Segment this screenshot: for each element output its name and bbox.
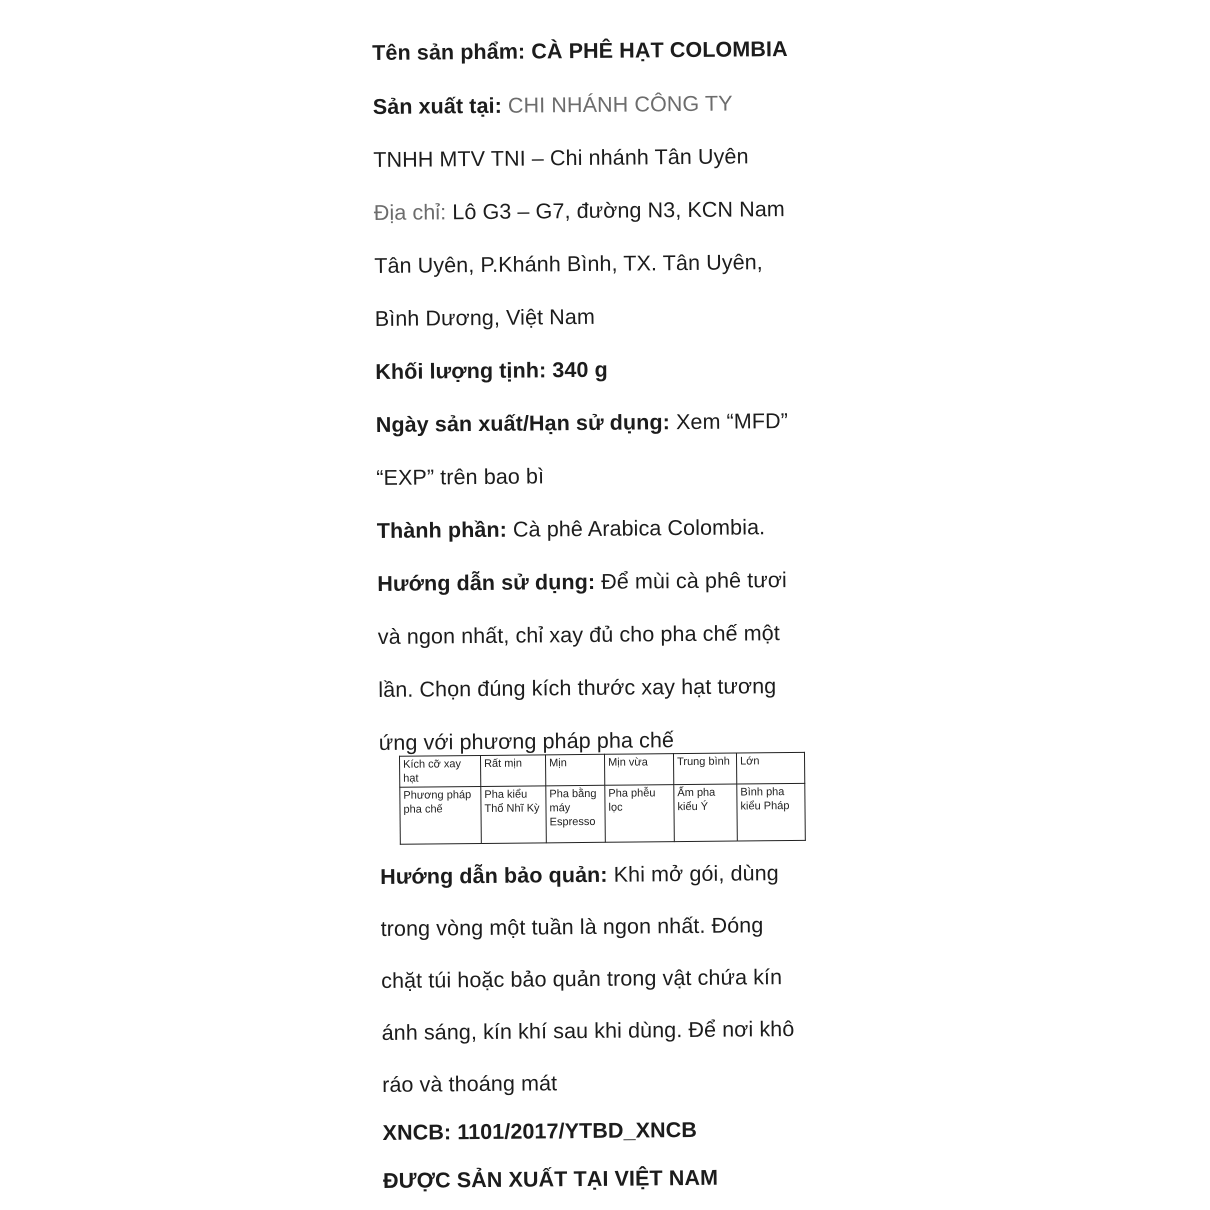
grind-table-method-row xyxy=(400,783,806,844)
product-label-document xyxy=(372,24,833,1193)
grind-size-table xyxy=(399,752,806,845)
grind-method-line: Espresso xyxy=(549,815,596,829)
grind-method-cell xyxy=(481,786,547,844)
grind-method-line: máy xyxy=(549,802,571,815)
manufacturer-value-1: CHI NHÁNH CÔNG TY xyxy=(507,91,733,118)
manufacturer-label: Sản xuất tại: xyxy=(372,93,503,119)
dates-line-1 xyxy=(376,408,788,438)
dates-value-1: Xem “MFD” xyxy=(675,409,789,435)
product-name-label: Tên sản phẩm: xyxy=(372,39,526,65)
storage-line-5 xyxy=(382,1070,557,1098)
grind-method-line: Phương pháp xyxy=(403,789,472,802)
storage-line-2 xyxy=(381,912,764,942)
storage-value-2: trong vòng một tuần là ngon nhất. Đóng xyxy=(380,913,764,941)
grind-header-cell: Mịn vừa xyxy=(604,754,673,786)
usage-value-4: ứng với phương pháp pha chế xyxy=(378,728,675,755)
usage-line-1 xyxy=(377,567,787,597)
manufacturer-value-2: TNHH MTV TNI – Chi nhánh Tân Uyên xyxy=(373,144,749,172)
grind-method-cell xyxy=(605,785,675,843)
made-in-vietnam: ĐƯỢC SẢN XUẤT TẠI VIỆT NAM xyxy=(382,1165,719,1193)
usage-line-4 xyxy=(379,727,674,756)
dates-line-2 xyxy=(376,463,544,491)
address-value-3: Bình Dương, Việt Nam xyxy=(374,304,596,331)
grind-method-line: Pha phễu lọc xyxy=(608,787,656,814)
grind-method-line: kiểu Ý xyxy=(677,800,709,814)
usage-label: Hướng dẫn sử dụng: xyxy=(377,569,596,596)
grind-method-line: Thổ Nhĩ Kỳ xyxy=(484,802,540,815)
usage-line-2 xyxy=(378,620,780,650)
ingredients-line xyxy=(377,514,766,544)
address-line-3 xyxy=(375,304,595,332)
grind-table-header-row xyxy=(399,752,804,787)
storage-value-4: ánh sáng, kín khí sau khi dùng. Để nơi khô xyxy=(381,1016,795,1045)
address-value-1: Lô G3 – G7, đường N3, KCN Nam xyxy=(452,197,785,225)
dates-label: Ngày sản xuất/Hạn sử dụng: xyxy=(375,410,671,437)
grind-header-cell: Mịn xyxy=(545,754,604,786)
usage-value-2: và ngon nhất, chỉ xay đủ cho pha chế một xyxy=(377,621,780,649)
product-name-value: CÀ PHÊ HẠT COLOMBIA xyxy=(531,37,788,64)
dates-value-2: “EXP” trên bao bì xyxy=(376,464,545,490)
grind-method-cell xyxy=(674,784,738,842)
grind-method-line: kiểu Pháp xyxy=(740,800,790,813)
storage-value-3: chặt túi hoặc bảo quản trong vật chứa kín xyxy=(381,965,783,993)
xncb-number: XNCB: 1101/2017/YTBD_XNCB xyxy=(382,1117,698,1145)
grind-header-cell: Trung bình xyxy=(673,753,736,785)
manufacturer-line-2 xyxy=(373,143,749,173)
storage-line-3 xyxy=(381,964,782,994)
grind-method-cell xyxy=(737,783,806,841)
usage-value-1: Để mùi cà phê tươi xyxy=(601,568,787,594)
grind-method-cell xyxy=(546,785,606,843)
storage-line-1 xyxy=(380,860,779,890)
storage-label: Hướng dẫn bảo quản: xyxy=(380,862,608,889)
grind-method-line: Pha bằng xyxy=(549,787,597,801)
address-label: Địa chỉ: xyxy=(373,200,447,225)
grind-method-cell xyxy=(400,786,482,844)
ingredients-value: Cà phê Arabica Colombia. xyxy=(512,515,766,542)
address-line-2 xyxy=(374,249,763,279)
grind-header-cell: Rất mịn xyxy=(480,755,545,787)
grind-method-line: Ấm pha xyxy=(677,786,716,800)
grind-header-cell: Lớn xyxy=(736,752,804,784)
storage-value-1: Khi mở gói, dùng xyxy=(613,861,779,887)
grind-method-line: Bình pha xyxy=(740,786,785,799)
usage-value-3: lần. Chọn đúng kích thước xay hạt tương xyxy=(378,674,777,702)
grind-header-cell: Kích cỡ xay hạt xyxy=(399,755,480,787)
storage-value-5: ráo và thoáng mát xyxy=(382,1071,558,1097)
address-line-1 xyxy=(374,196,785,226)
grind-method-line: pha chế xyxy=(403,803,443,816)
ingredients-label: Thành phần: xyxy=(376,517,508,543)
address-value-2: Tân Uyên, P.Khánh Bình, TX. Tân Uyên, xyxy=(374,250,763,278)
grind-method-line: Pha kiểu xyxy=(484,788,528,801)
product-name-line xyxy=(372,36,788,66)
net-weight: Khối lượng tịnh: 340 g xyxy=(375,357,608,384)
usage-line-3 xyxy=(378,673,776,703)
storage-line-4 xyxy=(382,1016,795,1046)
manufacturer-line-1 xyxy=(373,91,733,120)
